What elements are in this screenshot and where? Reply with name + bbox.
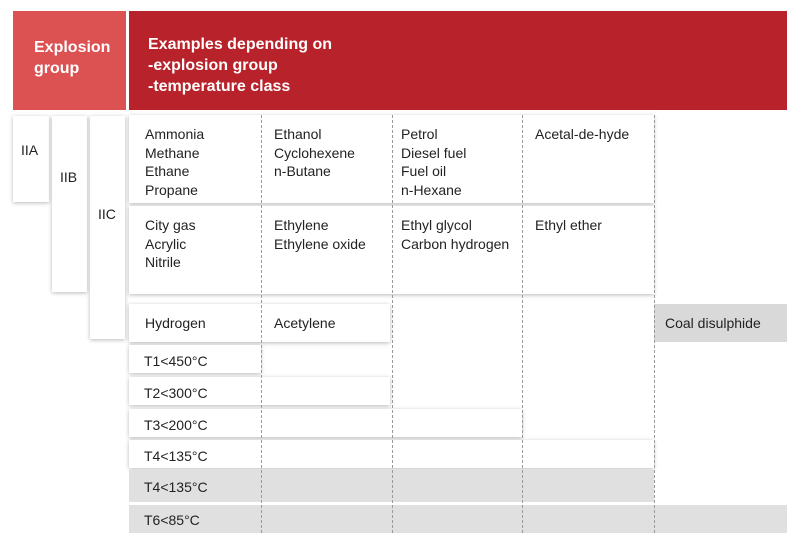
substance: Cyclohexene	[274, 144, 355, 161]
substance: Petrol	[401, 126, 438, 142]
substance: Ethane	[145, 163, 190, 179]
iib-cell-3	[392, 206, 522, 294]
coal-disulphide-cell	[654, 304, 787, 342]
iib-cell-4	[522, 206, 654, 294]
column-divider-2	[392, 115, 393, 533]
group-iic-label: IIC	[98, 206, 116, 222]
iia-cell-3	[392, 115, 522, 203]
header-right-line-3: -temperature class	[148, 78, 291, 95]
substance: Ethylene	[274, 217, 329, 233]
substance: Acetylene	[274, 315, 336, 331]
substance: n-Butane	[274, 163, 331, 179]
group-iic	[90, 116, 125, 339]
iic-cell-1	[129, 304, 261, 342]
iib-cell-1	[129, 206, 261, 294]
substance: Ethanol	[274, 126, 322, 142]
temp-class-label: T1<450°C	[144, 353, 208, 369]
group-iib	[52, 116, 87, 292]
explosion-group-header	[13, 11, 126, 110]
substance: Fuel oil	[401, 163, 447, 179]
header-left-line-1: Explosion	[34, 39, 111, 56]
substance: Acetal-de-hyde	[535, 126, 630, 142]
iia-cell-2	[261, 115, 392, 203]
substance: Methane	[145, 144, 200, 161]
header-right-line-2: -explosion group	[148, 57, 278, 74]
substance: Hydrogen	[145, 315, 206, 331]
header-right-line-1: Examples depending on	[148, 36, 333, 53]
group-iia	[13, 116, 49, 202]
substance: Coal disulphide	[665, 315, 761, 331]
temp-class-t6	[129, 505, 787, 533]
substance: Diesel fuel	[401, 144, 467, 161]
column-divider-1	[261, 115, 262, 533]
temp-class-label: T4<135°C	[144, 448, 208, 464]
header-left-line-2: group	[34, 60, 80, 77]
group-iib-label: IIB	[60, 169, 78, 185]
iia-cell-1	[129, 115, 261, 203]
temp-class-label: T6<85°C	[144, 512, 200, 528]
substance: Carbon hydrogen	[401, 235, 510, 252]
substance: Ethylene oxide	[274, 235, 366, 252]
substance: City gas	[145, 217, 196, 233]
column-divider-4	[654, 115, 655, 533]
iib-cell-2	[261, 206, 392, 294]
column-divider-3	[522, 115, 523, 533]
temp-class-t3	[129, 409, 522, 437]
substance: Propane	[145, 181, 198, 198]
iic-cell-2	[261, 304, 390, 342]
temp-class-label: T4<135°C	[144, 479, 208, 495]
substance: Ethyl ether	[535, 217, 602, 233]
substance: Nitrile	[145, 254, 181, 270]
iia-cell-4	[522, 115, 654, 203]
substance: Ammonia	[145, 126, 205, 142]
examples-header	[129, 11, 787, 110]
substance: Acrylic	[145, 235, 187, 252]
temp-class-t2	[129, 377, 390, 405]
temp-class-label: T2<300°C	[144, 385, 208, 401]
group-iia-label: IIA	[21, 142, 39, 158]
substance: Ethyl glycol	[401, 217, 472, 233]
temp-class-t1	[129, 345, 261, 373]
temp-class-label: T3<200°C	[144, 417, 208, 433]
substance: n-Hexane	[401, 181, 462, 198]
